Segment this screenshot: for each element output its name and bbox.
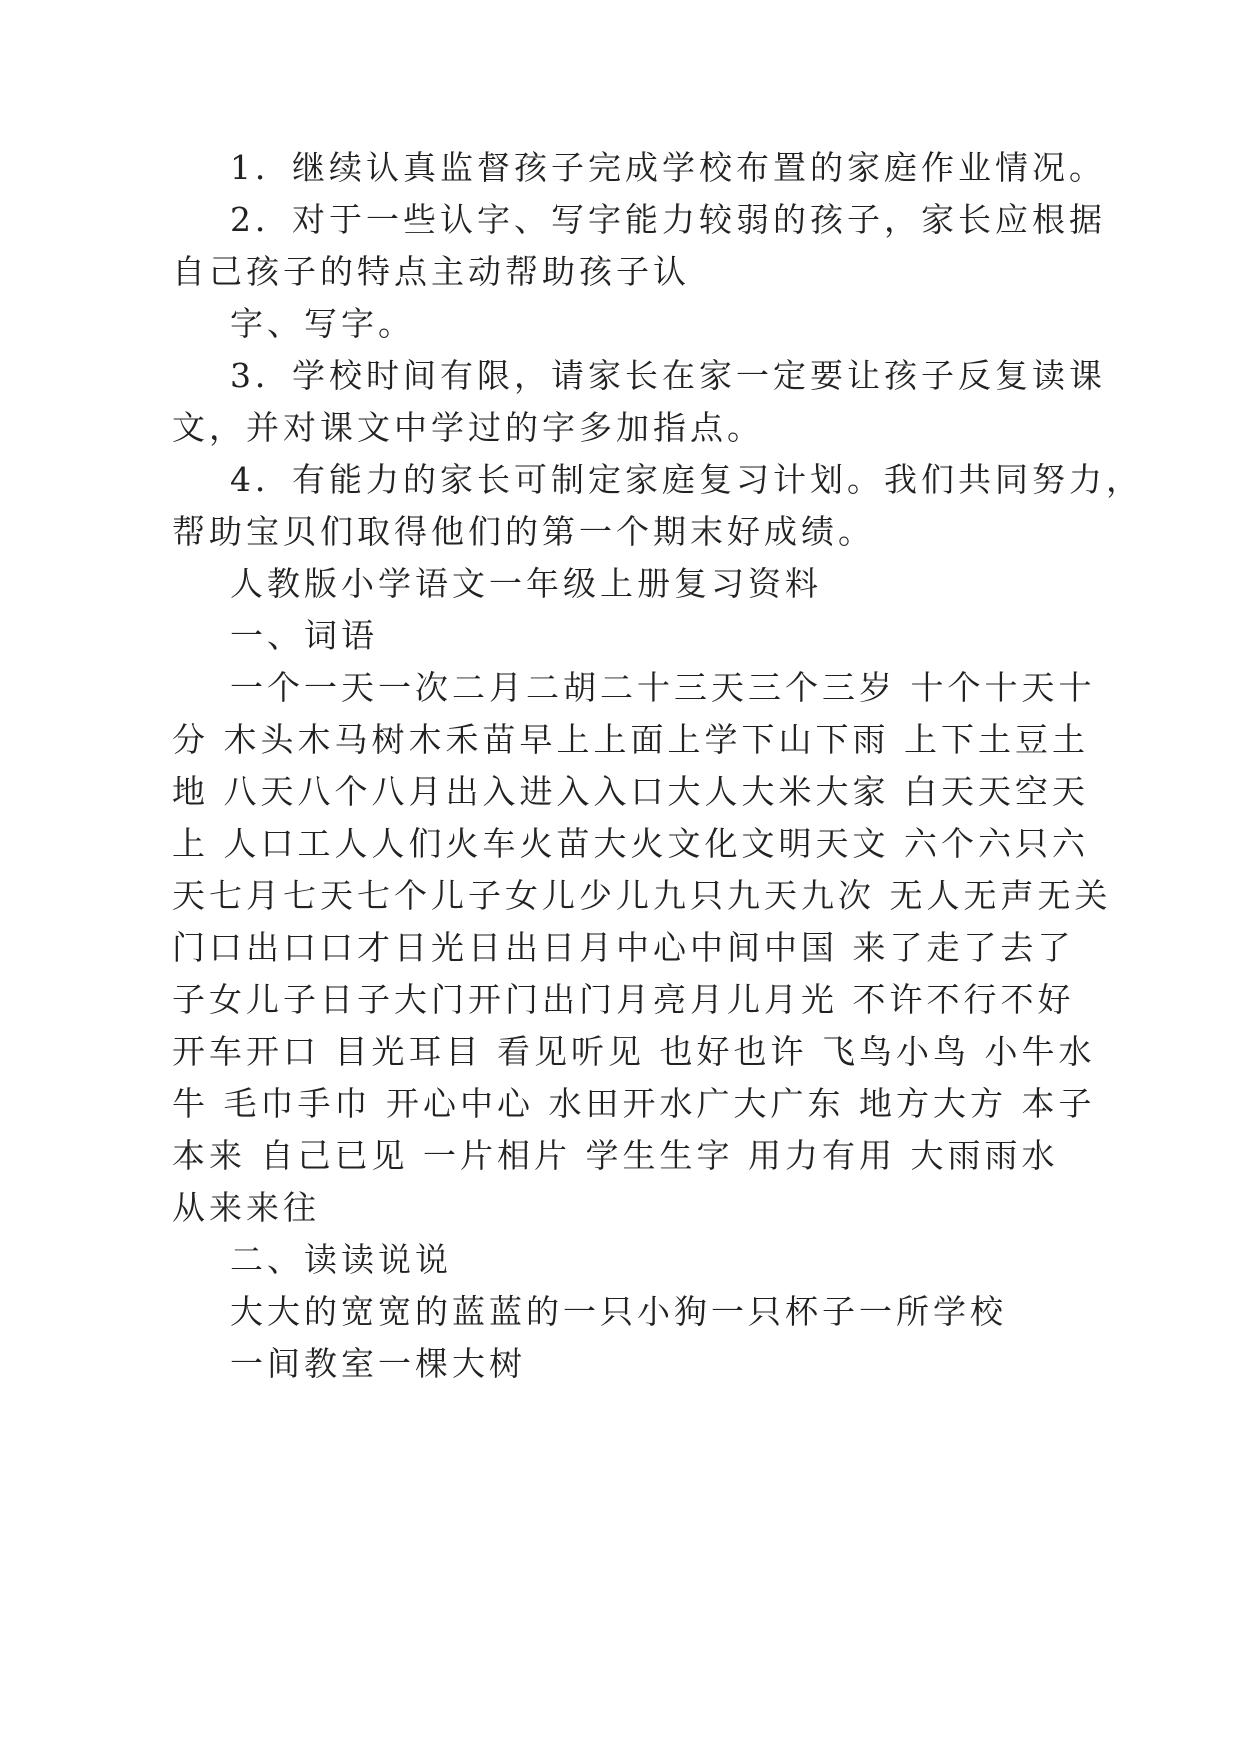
section-heading: 二、读读说说	[230, 1240, 452, 1279]
vocab-line: 门口出口口才日光日出日月中心中间中国 来了走了去了	[172, 928, 1075, 967]
vocab-line: 从来来往	[172, 1188, 320, 1227]
vocab-line: 本来 自己已见 一片相片 学生生字 用力有用 大雨雨水	[172, 1136, 1059, 1175]
section-title: 人教版小学语文一年级上册复习资料	[230, 564, 822, 603]
vocab-line: 子女儿子日子大门开门出门月亮月儿月光 不许不行不好	[172, 980, 1075, 1019]
reading-line: 大大的宽宽的蓝蓝的一只小狗一只杯子一所学校	[230, 1292, 1007, 1331]
vocab-line: 一个一天一次二月二胡二十三天三个三岁 十个十天十	[230, 668, 1096, 707]
vocab-line: 天七月七天七个儿子女儿少儿九只九天九次 无人无声无关	[172, 876, 1112, 915]
paragraph-line: 字、写字。	[230, 304, 415, 343]
paragraph-line: 2．对于一些认字、写字能力较弱的孩子，家长应根据	[230, 200, 1106, 239]
paragraph-line: 3．学校时间有限，请家长在家一定要让孩子反复读课	[230, 356, 1106, 395]
vocab-line: 分 木头木马树木禾苗早上上面上学下山下雨 上下土豆土	[172, 720, 1089, 759]
vocab-line: 上 人口工人人们火车火苗大火文化文明天文 六个六只六	[172, 824, 1089, 863]
vocab-line: 地 八天八个八月出入进入入口大人大米大家 白天天空天	[172, 772, 1089, 811]
reading-line: 一间教室一棵大树	[230, 1344, 526, 1383]
paragraph-line: 1．继续认真监督孩子完成学校布置的家庭作业情况。	[230, 148, 1106, 187]
vocab-line: 牛 毛巾手巾 开心中心 水田开水广大广东 地方大方 本子	[172, 1084, 1096, 1123]
paragraph-line: 4．有能力的家长可制定家庭复习计划。我们共同努力，	[230, 460, 1143, 499]
section-heading: 一、词语	[230, 616, 378, 655]
paragraph-line: 文，并对课文中学过的字多加指点。	[172, 408, 764, 447]
paragraph-line: 自己孩子的特点主动帮助孩子认	[172, 252, 690, 291]
vocab-line: 开车开口 目光耳目 看见听见 也好也许 飞鸟小鸟 小牛水	[172, 1032, 1096, 1071]
paragraph-line: 帮助宝贝们取得他们的第一个期末好成绩。	[172, 512, 875, 551]
